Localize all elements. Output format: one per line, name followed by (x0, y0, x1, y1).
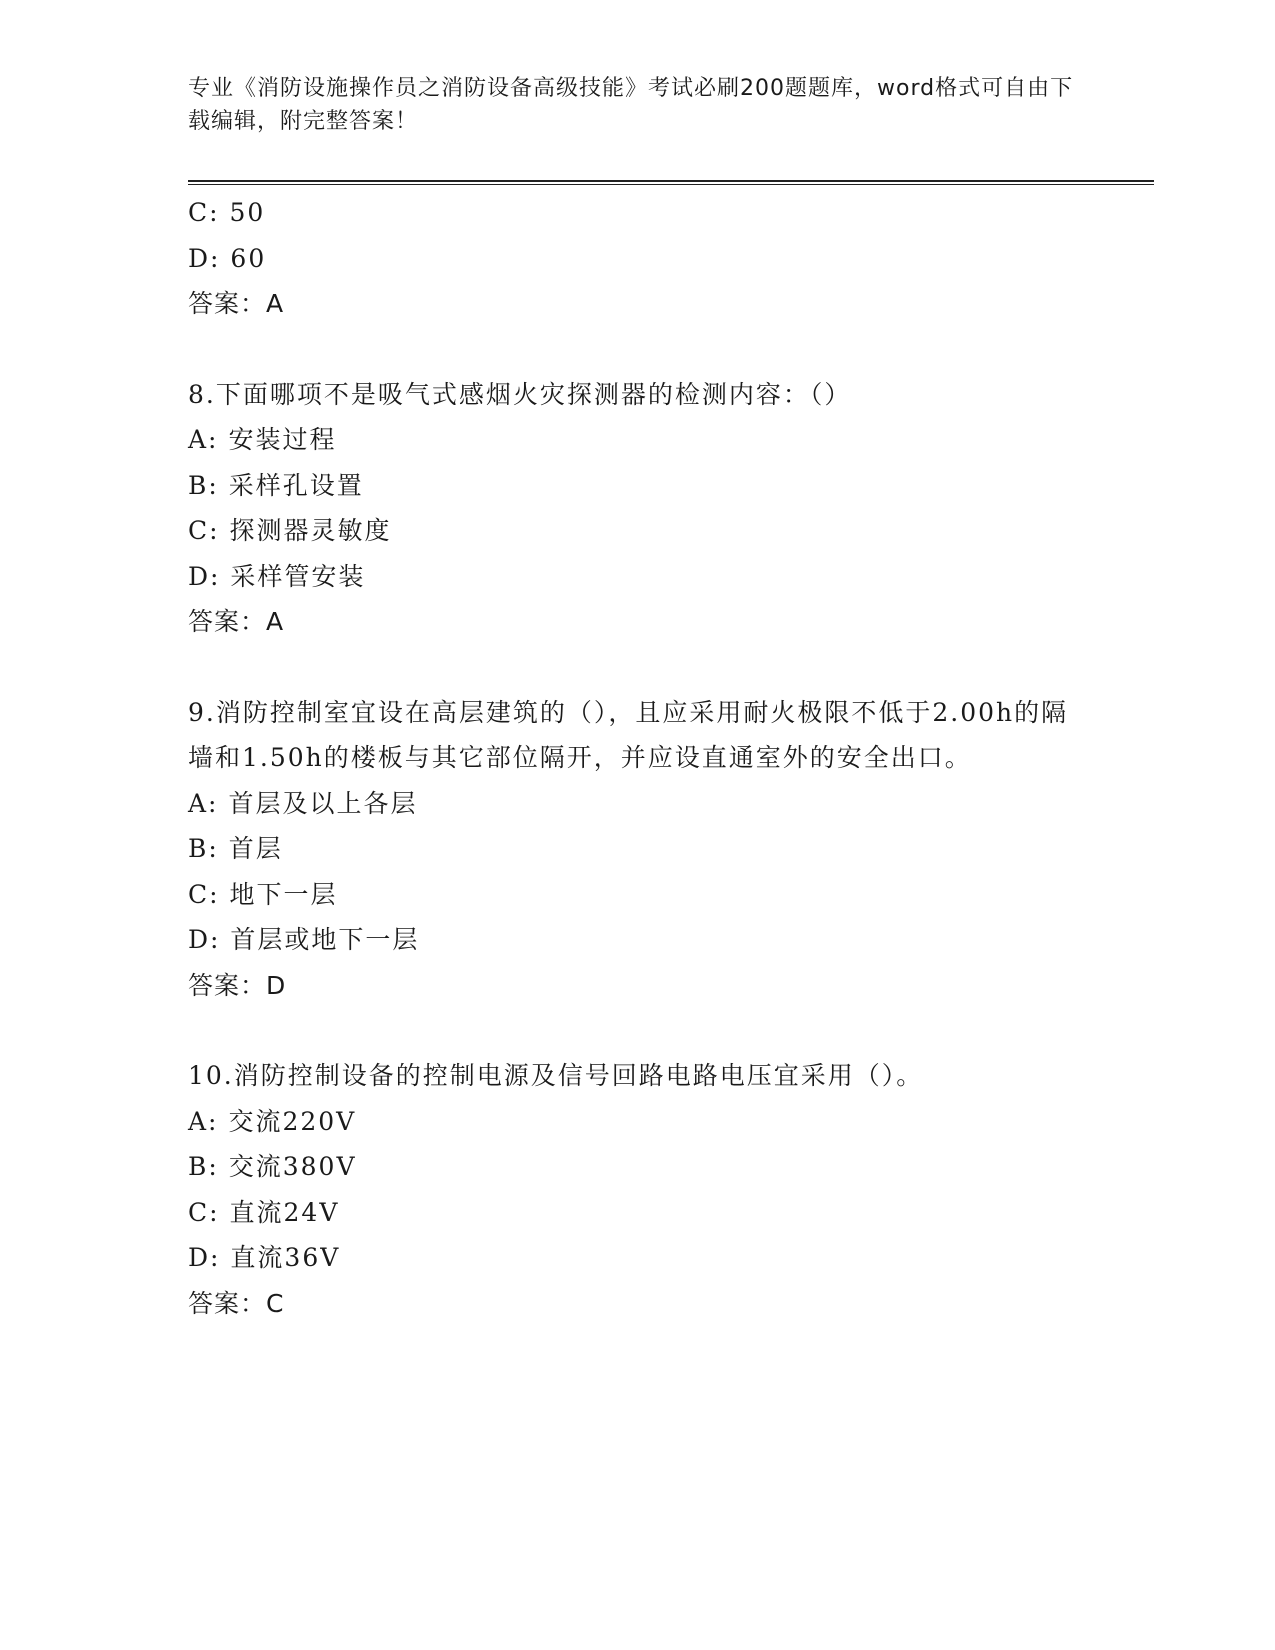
option-a (188, 417, 1088, 463)
option-label: A: (188, 1106, 219, 1136)
option-label: A: (188, 425, 219, 454)
question-10 (188, 1053, 1088, 1326)
option-a (188, 781, 1088, 827)
option-label: D: (188, 561, 221, 591)
option-d (188, 236, 1088, 282)
header-rule-thick (188, 180, 1154, 182)
option-label: C: (188, 1197, 220, 1227)
option-label: B: (188, 834, 219, 863)
option-text: 交流380V (228, 1152, 357, 1181)
option-text: 地下一层 (229, 879, 338, 909)
option-label: C: (188, 516, 220, 545)
option-text: 直流36V (230, 1243, 341, 1272)
option-d (188, 554, 1088, 600)
question-9 (188, 690, 1088, 1009)
answer-line: 答案：C (188, 1288, 285, 1318)
spacer (188, 327, 1088, 372)
option-text: 直流24V (229, 1197, 340, 1227)
option-text: 60 (230, 243, 267, 273)
option-text: 交流220V (228, 1106, 357, 1136)
answer-line: 答案：A (188, 289, 285, 318)
option-label: C: (188, 198, 220, 227)
question-stem: 8.下面哪项不是吸气式感烟火灾探测器的检测内容：（） (188, 379, 852, 409)
header-rule-thin (188, 184, 1154, 185)
option-text: 采样管安装 (230, 561, 366, 591)
answer-line: 答案：A (188, 607, 285, 636)
option-text: 首层或地下一层 (230, 925, 420, 954)
option-label: A: (188, 788, 219, 818)
option-c (188, 872, 1088, 918)
option-text: 首层及以上各层 (228, 788, 418, 818)
option-c (188, 508, 1088, 554)
option-label: B: (188, 1152, 219, 1181)
option-c (188, 190, 1088, 236)
option-label: D: (188, 925, 221, 954)
document-header: 专业《消防设施操作员之消防设备高级技能》考试必刷200题题库，word格式可自由下载编辑，附完整答案！ (188, 76, 1074, 134)
option-text: 探测器灵敏度 (229, 516, 392, 545)
answer-line: 答案：D (188, 970, 287, 1000)
option-b (188, 463, 1088, 509)
option-d (188, 917, 1088, 963)
option-text: 采样孔设置 (228, 470, 364, 500)
option-label: D: (188, 1243, 221, 1272)
option-label: B: (188, 470, 219, 500)
question-7-continuation (188, 190, 1088, 327)
spacer (188, 1008, 1088, 1053)
option-text: 首层 (228, 834, 283, 863)
option-label: D: (188, 243, 221, 273)
option-c (188, 1190, 1088, 1236)
spacer (188, 645, 1088, 690)
option-b (188, 1144, 1088, 1190)
option-text: 安装过程 (228, 425, 337, 454)
question-stem: 10.消防控制设备的控制电源及信号回路电路电压宜采用（）。 (188, 1061, 924, 1090)
option-a (188, 1099, 1088, 1145)
document-body (188, 190, 1088, 1326)
option-b (188, 826, 1088, 872)
option-text: 50 (229, 198, 266, 227)
option-d (188, 1235, 1088, 1281)
question-stem: 9.消防控制室宜设在高层建筑的（），且应采用耐火极限不低于2.00h的隔墙和1.50h的楼板与其它部位隔开，并应设直通室外的安全出口。 (188, 697, 1069, 772)
question-8 (188, 372, 1088, 645)
option-label: C: (188, 879, 220, 909)
